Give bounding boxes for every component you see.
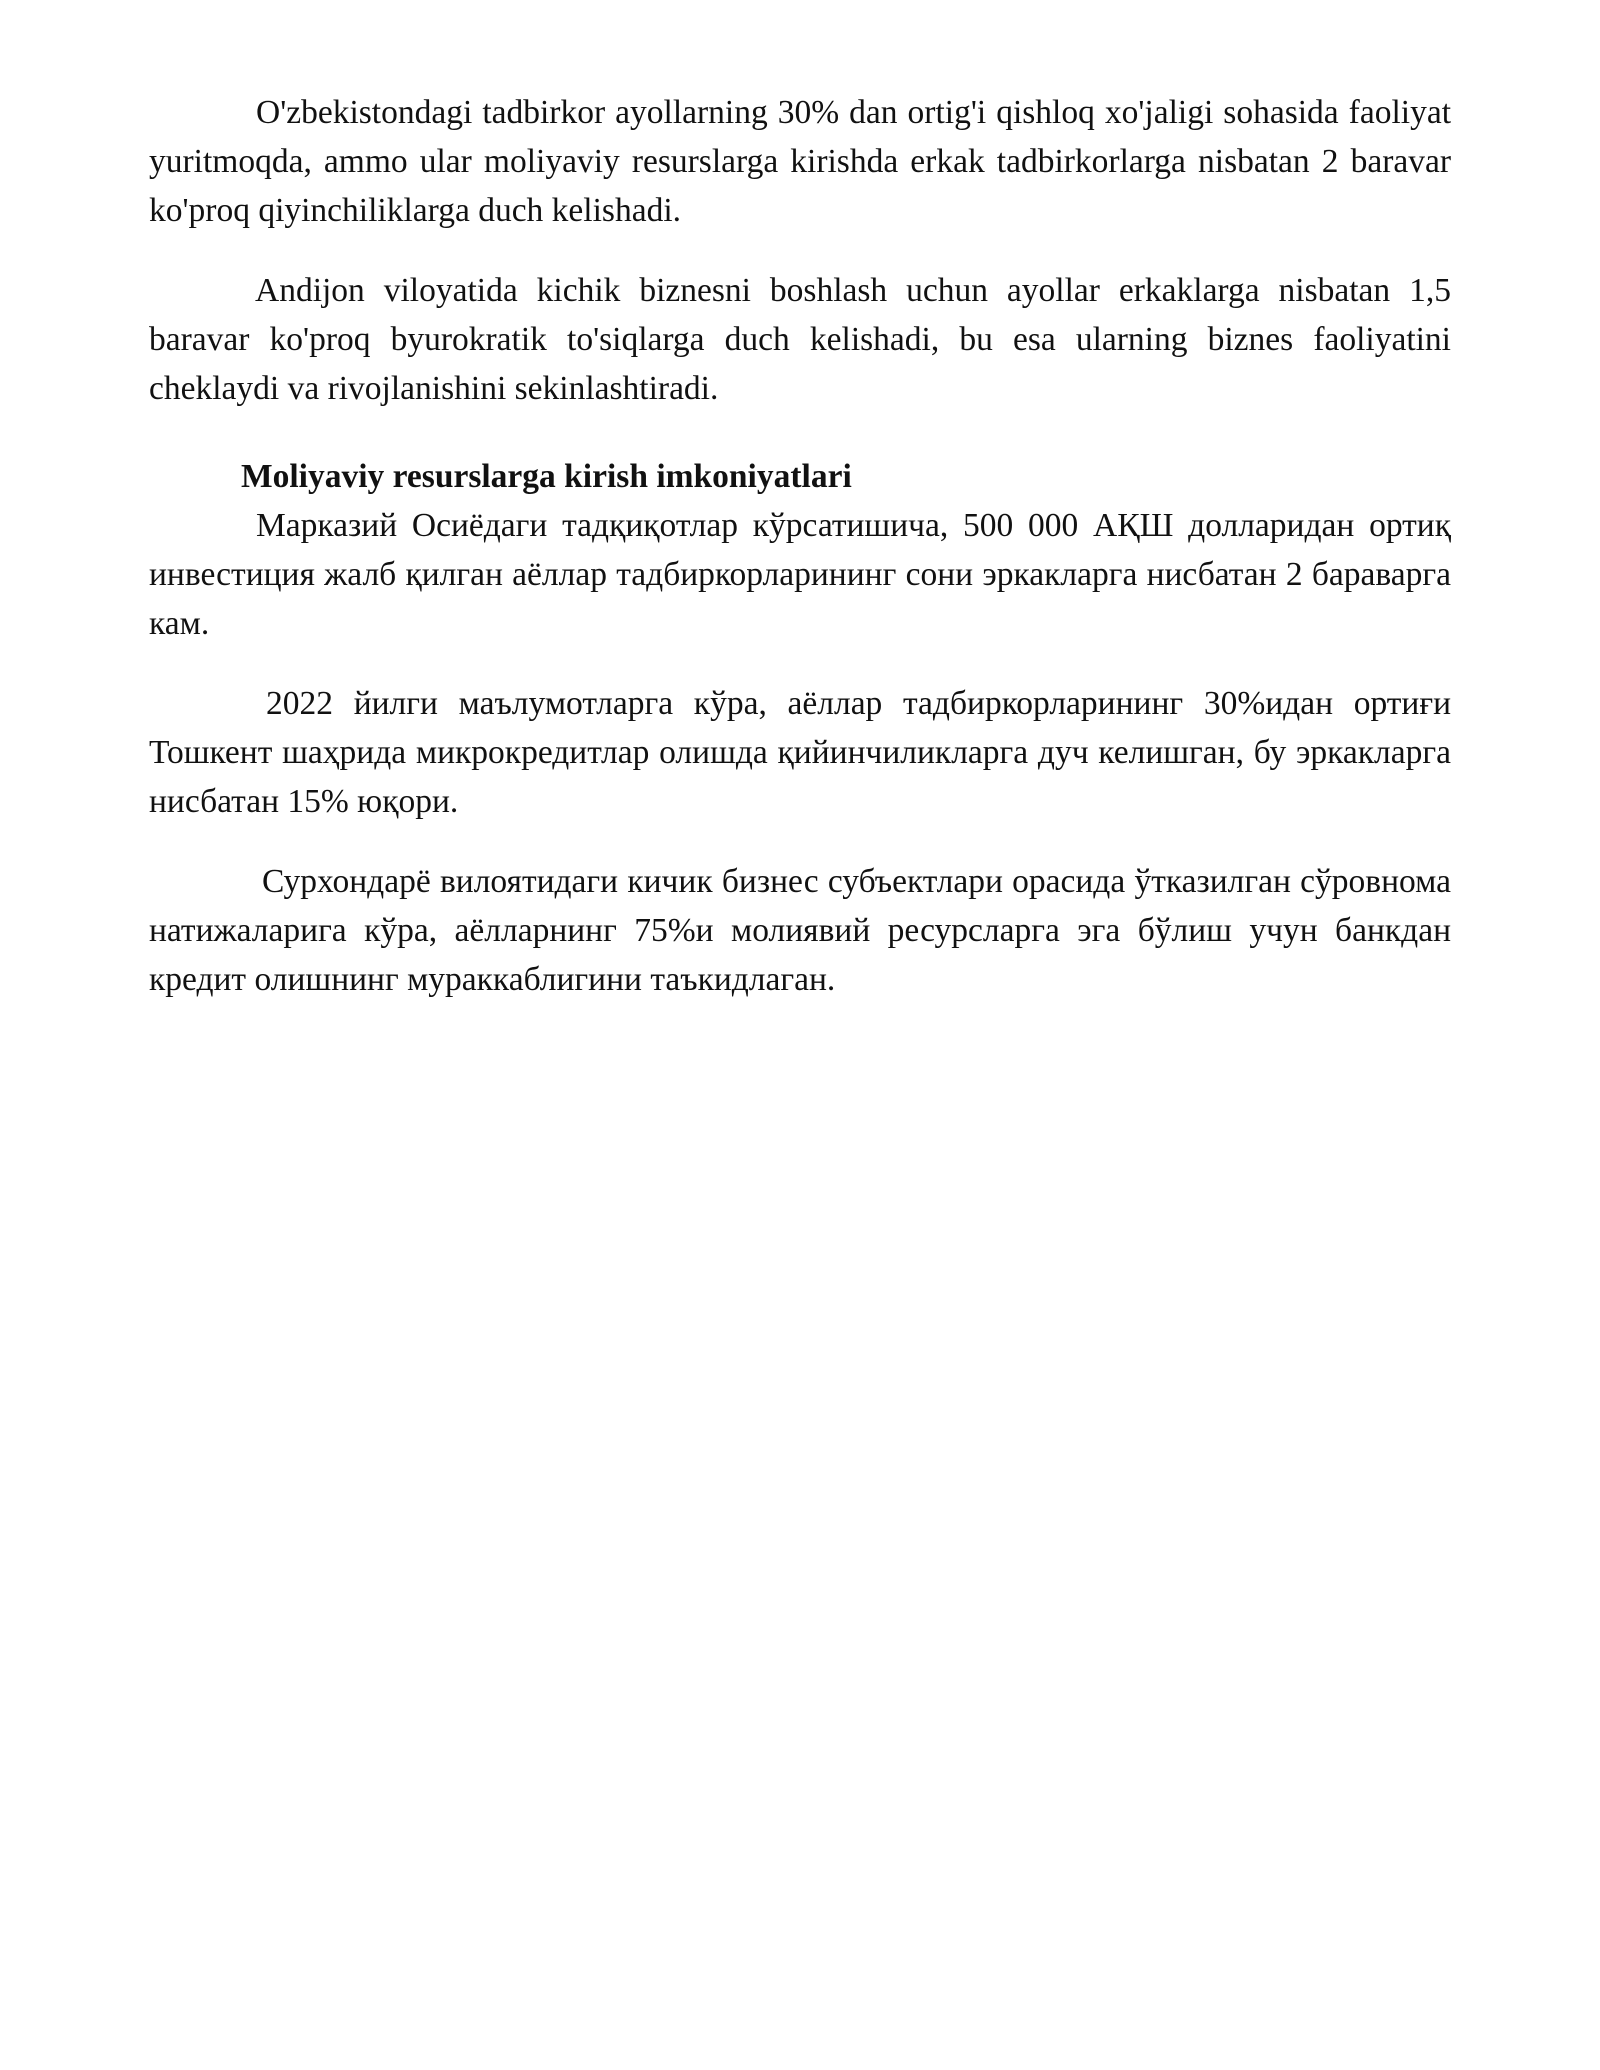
section-heading-financial-access: Moliyaviy resurslarga kirish imkoniyatlari bbox=[241, 458, 852, 495]
document-body bbox=[149, 88, 1451, 1004]
paragraph-women-entrepreneurs-agriculture: O'zbekistondagi tadbirkor ayollarning 30% dan ortig'i qishloq xo'jaligi sohasida faoliyat yuritmoqda, ammo ular moliyaviy resurslarga kirishda erkak tadbirkorlarga nisbatan 2 baravar ko'proq qiyinchiliklarga duch kelishadi. bbox=[149, 94, 1451, 229]
paragraph-tashkent-microcredit: 2022 йилги маълумотларга кўра, аёллар тадбиркорларининг 30%идан ортиғи Тошкент шаҳрида микрокредитлар олишда қийинчиликларга дуч келишган, бу эркакларга нисбатан 15% юқори. bbox=[149, 685, 1451, 820]
paragraph-central-asia-investment: Марказий Осиёдаги тадқиқотлар кўрсатишича, 500 000 АҚШ долларидан ортиқ инвестиция жалб қилган аёллар тадбиркорларининг сони эркакларга нисбатан 2 бараварга кам. bbox=[149, 507, 1451, 642]
paragraph-andijan-bureaucracy: Andijon viloyatida kichik biznesni boshlash uchun ayollar erkaklarga nisbatan 1,5 baravar ko'proq byurokratik to'siqlarga duch kelishadi, bu esa ularning biznes faoliyatini cheklaydi va rivojlanishini sekinlashtiradi. bbox=[149, 272, 1451, 407]
paragraph-surkhandarya-survey: Сурхондарё вилоятидаги кичик бизнес субъектлари орасида ўтказилган сўровнома натижаларига кўра, аёлларнинг 75%и молиявий ресурсларга эга бўлиш учун банкдан кредит олишнинг мураккаблигини таъкидлаган. bbox=[149, 863, 1451, 998]
